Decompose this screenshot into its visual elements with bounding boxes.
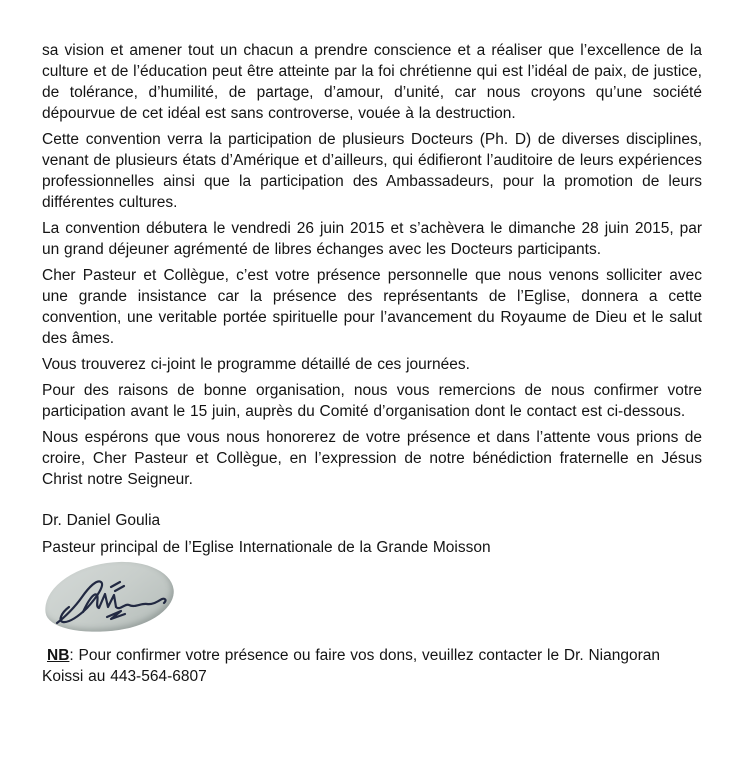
signatory-name: Dr. Daniel Goulia <box>42 512 161 529</box>
letter-paragraph-4: Cher Pasteur et Collègue, c’est votre présence personnelle que nous venons solliciter avec une grande insistance car la présence des représentants de l’Eglise, donnera a cette convention, une veritable portée spirituelle pour l’avancement du Royaume de Dieu et le salut des âmes. <box>42 267 702 347</box>
letter-paragraph-7: Nous espérons que vous nous honorerez de votre présence et dans l’attente vous prions de croire, Cher Pasteur et Collègue, en l’expression de notre bénédiction fraternelle en Jésus Christ notre Seigneur. <box>42 429 702 488</box>
letter-body <box>42 40 702 687</box>
letter-paragraph-2: Cette convention verra la participation de plusieurs Docteurs (Ph. D) de diverses disciplines, venant de plusieurs états d’Amérique et d’ailleurs, qui édifieront l’auditoire de leurs expériences professionnelles ainsi que la participation des Ambassadeurs, pour la promotion de leurs différentes cultures. <box>42 131 702 211</box>
signatory-title: Pasteur principal de l’Eglise Internationale de la Grande Moisson <box>42 539 491 556</box>
letter-paragraph-5: Vous trouverez ci-joint le programme détaillé de ces journées. <box>42 356 470 373</box>
signature-scribble-icon <box>45 563 177 635</box>
letter-paragraph-3: La convention débutera le vendredi 26 juin 2015 et s’achèvera le dimanche 28 juin 2015, par un grand déjeuner agrémenté de libres échanges avec les Docteurs participants. <box>42 220 702 258</box>
nb-text: : Pour confirmer votre présence ou faire vos dons, veuillez contacter le Dr. Niangoran Koissi au 443-564-6807 <box>42 647 661 685</box>
letter-paragraph-1: sa vision et amener tout un chacun a prendre conscience et a réaliser que l’excellence de la culture et de l’éducation peut être atteinte par la foi chrétienne qui est l’idéal de paix, de justice, de tolérance, d’humilité, de partage, d’amour, d’unité, car nous croyons qu’une société dépourvue de cet idéal est sans controverse, vouée à la destruction. <box>42 42 702 122</box>
nb-note <box>42 645 702 687</box>
nb-label: NB <box>47 647 70 664</box>
letter-paragraph-6: Pour des raisons de bonne organisation, nous vous remercions de nous confirmer votre participation avant le 15 juin, auprès du Comité d’organisation dont le contact est ci-dessous. <box>42 382 702 420</box>
signature-stamp <box>44 563 178 635</box>
